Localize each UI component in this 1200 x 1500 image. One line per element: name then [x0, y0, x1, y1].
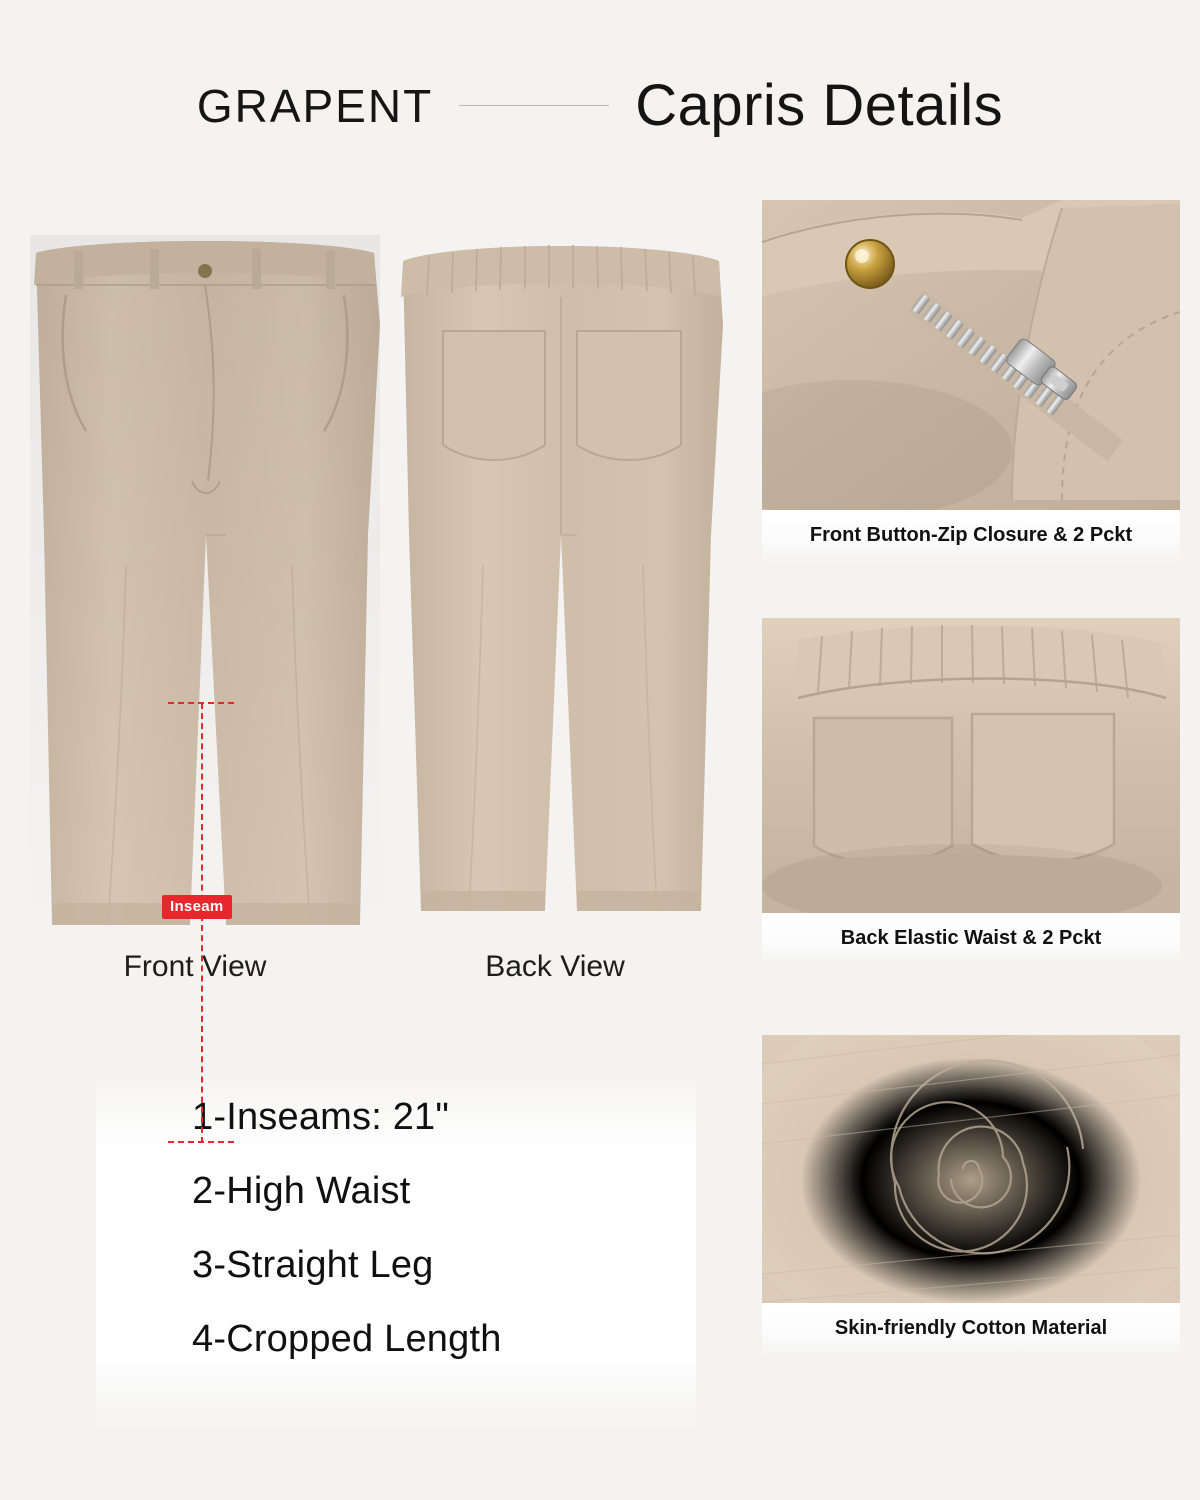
header — [0, 72, 1200, 139]
feature-item: 1-Inseams: 21" — [192, 1096, 450, 1138]
detail-card-caption: Skin-friendly Cotton Material — [762, 1303, 1180, 1356]
page-title: Capris Details — [635, 73, 1004, 138]
feature-item: 4-Cropped Length — [192, 1318, 502, 1360]
back-view-label: Back View — [485, 950, 625, 983]
brand-logo: GRAPENT — [196, 79, 434, 132]
feature-list — [96, 1070, 696, 1430]
detail-card-caption: Front Button-Zip Closure & 2 Pckt — [762, 510, 1180, 563]
feature-item: 2-High Waist — [192, 1170, 411, 1212]
fabric-photo — [762, 1035, 1180, 1303]
detail-card-back-waist — [762, 618, 1180, 966]
header-divider — [459, 105, 609, 106]
back-view-illustration — [395, 235, 725, 925]
feature-item: 3-Straight Leg — [192, 1244, 434, 1286]
detail-card-front-closure — [762, 200, 1180, 563]
inseam-bottom-tick — [168, 1141, 234, 1143]
pants-illustration-area — [0, 205, 740, 1025]
view-labels — [0, 950, 740, 984]
detail-card-fabric — [762, 1035, 1180, 1356]
front-closure-photo — [762, 200, 1180, 510]
front-view-label: Front View — [123, 950, 267, 983]
inseam-badge: Inseam — [162, 895, 232, 919]
detail-card-caption: Back Elastic Waist & 2 Pckt — [762, 913, 1180, 966]
inseam-measure-line — [201, 703, 203, 1143]
front-view-illustration — [30, 235, 380, 940]
back-waist-photo — [762, 618, 1180, 913]
